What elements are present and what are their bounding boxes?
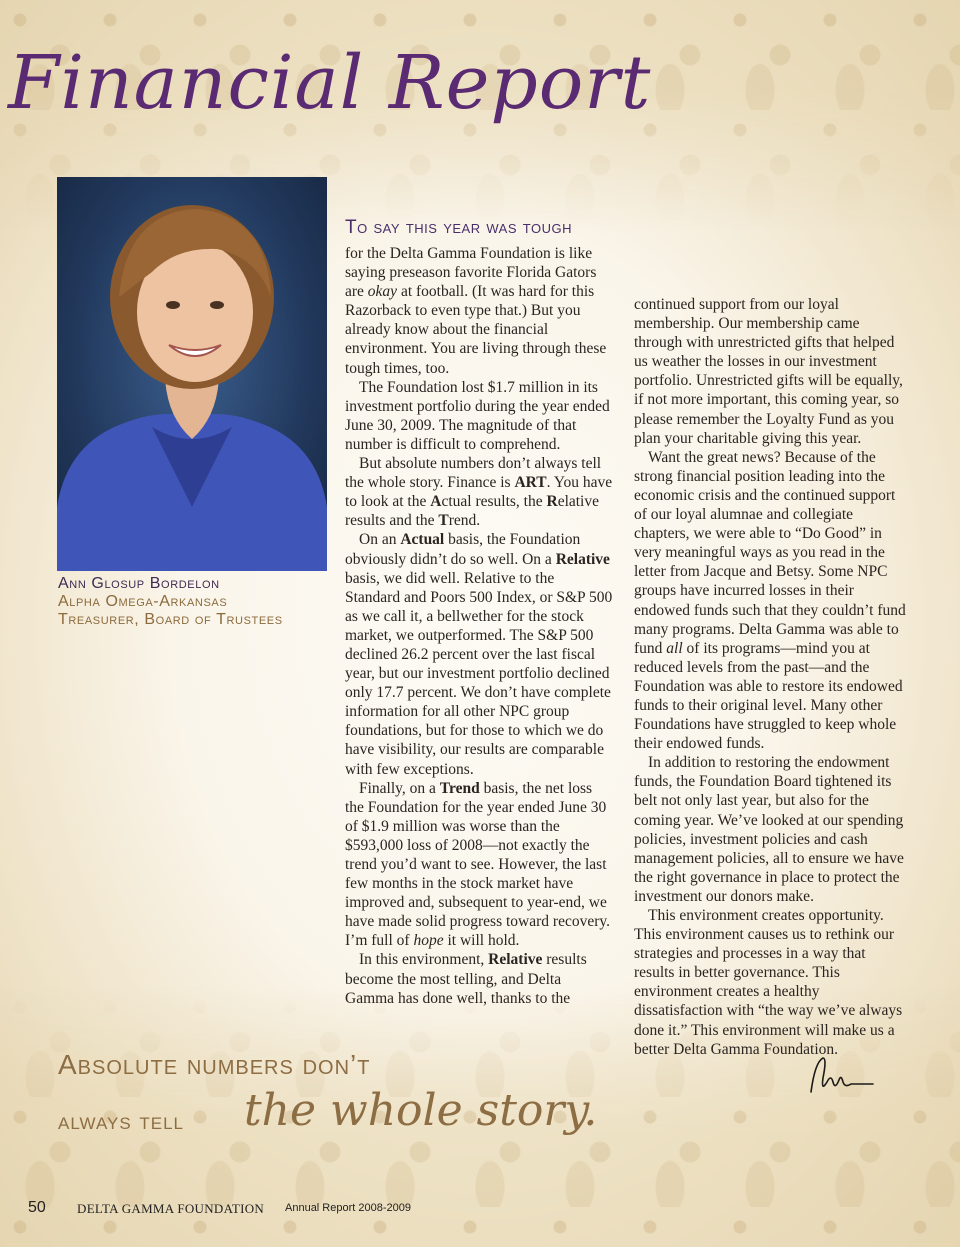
paragraph: In addition to restoring the endowment funds, the Foundation Board tightened its belt not only last year, but also for the coming year. We’ve looked at our spending policies, investment policies and cash management policies, all to ensure we have the right governance in place to protect the investment our donors make. [634, 754, 904, 905]
paragraph: This environment creates opportunity. This environment causes us to rethink our strategies and processes in a way that results in better governance. This environment creates a healthy dissatisfaction with “the way we’ve always done it.” This environment will make us a better Delta Gamma Foundation. [634, 907, 903, 1058]
portrait-illustration [57, 177, 327, 571]
signature-mark [805, 1052, 875, 1100]
portrait-photo [57, 177, 327, 571]
footer-organization: DELTA GAMMA FOUNDATION [77, 1201, 265, 1216]
paragraph: The Foundation lost $1.7 million in its investment portfolio during the year ended June 30, 2009. The magnitude of that number is difficult to comprehend. [345, 378, 610, 453]
paragraph: continued support from our loyal membership. Our membership came through with unrestricted gifts that helped us weather the losses in our investment portfolio. Unrestricted gifts will be equally, if not more important, this coming year, so please remember the Loyalty Fund as you plan your charitable giving this year. [634, 296, 903, 447]
paragraph: In this environment, Relative results become the most telling, and Delta Gamma has done well, thanks to the [345, 951, 587, 1007]
page-title: Financial Report [8, 40, 652, 126]
photo-caption [58, 575, 283, 629]
caption-chapter: Alpha Omega-Arkansas [58, 593, 228, 610]
footer-report-title: Annual Report 2008-2009 [285, 1202, 411, 1214]
paragraph: On an Actual basis, the Foundation obviously didn’t do so well. On a Relative basis, we did well. Relative to the Standard and Poors 500 Index, or S&P 500 as we call it, a bellwether for the stock market, we outperformed. The S&P 500 declined 26.2 percent over the last fiscal year, but our investment portfolio declined only 17.7 percent. We don’t have complete information for all other NPC group foundations, but for those to which we do have visibility, our results are comparable with few exceptions. [345, 531, 613, 778]
caption-role: Treasurer, Board of Trustees [58, 611, 283, 628]
article-column-1 [345, 244, 613, 1008]
paragraph: But absolute numbers don’t always tell the whole story. Finance is ART. You have to look at the Actual results, the Relative results and the Trend. [345, 455, 613, 530]
pull-quote-line-2: always tell [58, 1108, 185, 1135]
paragraph: for the Delta Gamma Foundation is like saying preseason favorite Florida Gators are okay at football. (It was hard for this Razorback to even type that.) But you already know about the financial environment. You are living through these tough times, too. [345, 245, 607, 377]
paragraph: Finally, on a Trend basis, the net loss the Foundation for the year ended June 30 of $1.9 million was worse than the $593,000 loss of 2008—not exactly the trend you’d want to see. However, the last few months in the stock market have improved and, subsequent to year-end, we have made solid progress toward recovery. I’m full of hope it will hold. [345, 779, 610, 950]
lead-in-heading: To say this year was tough [345, 217, 573, 238]
paragraph: Want the great news? Because of the strong financial position leading into the economic crisis and the continued support of our loyal alumnae and collegiate chapters, we were able to “Do Good” in very meaningful ways as you read in the letter from Jacque and Betsy. Some NPC groups have incurred losses in their endowed funds such that they couldn’t fund many programs. Delta Gamma was able to fund all of its programs—mind you at reduced levels from the past—and the Foundation was able to restore its endowed funds to their original level. Many other Foundations have struggled to keep whole their endowed funds. [634, 448, 906, 753]
page-number: 50 [28, 1199, 46, 1216]
caption-name: Ann Glosup Bordelon [58, 575, 220, 592]
article-column-2 [634, 295, 906, 1059]
pull-quote-line-1: Absolute numbers don’t [58, 1049, 371, 1080]
pull-quote-script: the whole story. [244, 1085, 598, 1136]
